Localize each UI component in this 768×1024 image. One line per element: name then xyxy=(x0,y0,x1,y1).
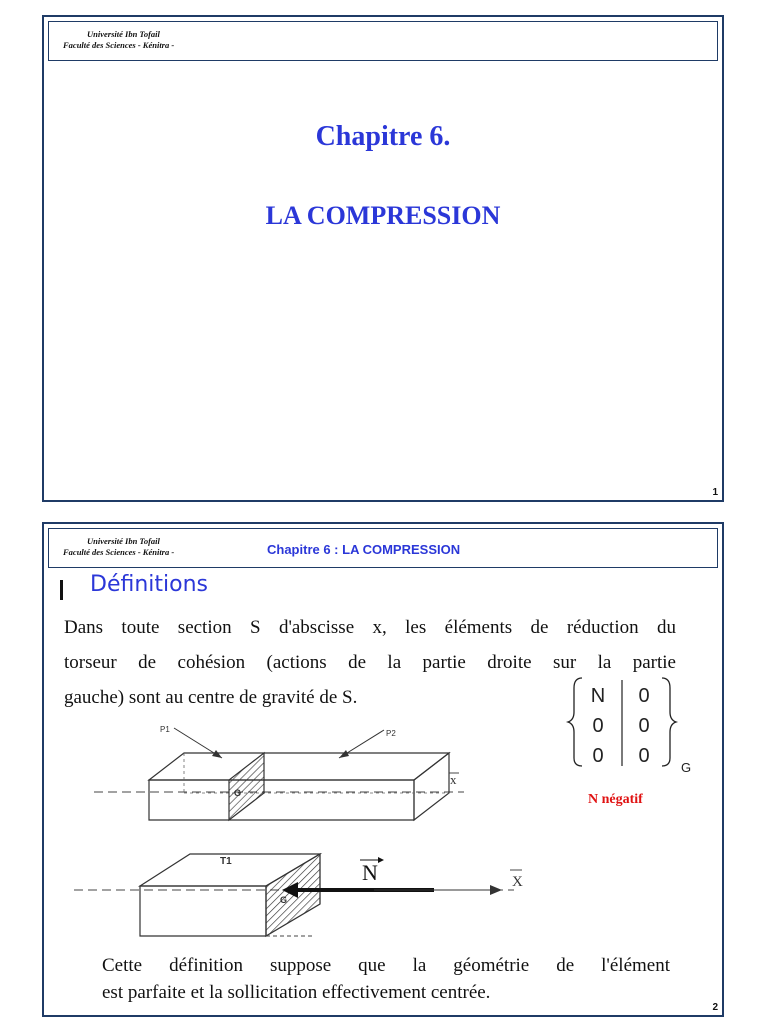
university-name: Université Ibn Tofail xyxy=(87,536,160,546)
assumption-paragraph xyxy=(102,952,670,1006)
section-title: Définitions xyxy=(90,572,208,597)
label-p1: P1 xyxy=(160,725,170,734)
paragraph-line: torseur de cohésion (actions de la partie droite sur la partie xyxy=(64,652,676,673)
matrix-cell: 0 xyxy=(638,745,650,767)
matrix-cell: N xyxy=(590,685,606,707)
compression-force-figure xyxy=(74,846,534,946)
label-x: x xyxy=(450,772,457,787)
chapter-number: Chapitre 6. xyxy=(315,121,451,152)
paragraph-line: Dans toute section S d'abscisse x, les éléments de réduction du xyxy=(64,617,676,638)
chapter-title: LA COMPRESSION xyxy=(265,201,501,230)
matrix-cell: 0 xyxy=(638,685,650,707)
slide-header xyxy=(48,21,718,61)
label-p2: P2 xyxy=(386,729,396,738)
page-number: 1 xyxy=(712,487,718,498)
page-number: 2 xyxy=(712,1002,718,1013)
university-name: Université Ibn Tofail xyxy=(87,29,160,39)
paragraph-line: est parfaite et la sollicitation effectivement centrée. xyxy=(102,982,491,1003)
matrix-cell: 0 xyxy=(638,715,650,737)
institution-block xyxy=(63,29,174,51)
institution-block xyxy=(63,536,174,558)
paragraph-line: gauche) sont au centre de gravité de S. xyxy=(64,687,358,708)
label-g: G xyxy=(234,788,242,798)
label-n-vector: N xyxy=(362,860,378,885)
section-marker xyxy=(60,580,63,600)
matrix-cell: 0 xyxy=(592,745,604,767)
cohesion-torsor-matrix xyxy=(566,672,696,775)
slide-1 xyxy=(42,15,724,502)
label-x: X xyxy=(512,874,523,890)
slide-2 xyxy=(42,522,724,1017)
label-g: G xyxy=(280,895,288,905)
beam-section-figure xyxy=(94,720,474,820)
matrix-cell: 0 xyxy=(592,715,604,737)
header-chapter-title: Chapitre 6 : LA COMPRESSION xyxy=(267,542,461,557)
faculty-name: Faculté des Sciences - Kénitra - xyxy=(63,547,175,557)
matrix-subscript: G xyxy=(681,760,692,775)
paragraph-line: Cette définition suppose que la géométrie de l'élément xyxy=(102,955,670,976)
n-negative-label: N négatif xyxy=(588,792,643,807)
slide-header xyxy=(48,528,718,568)
label-t1: T1 xyxy=(220,856,232,867)
faculty-name: Faculté des Sciences - Kénitra - xyxy=(63,40,175,50)
